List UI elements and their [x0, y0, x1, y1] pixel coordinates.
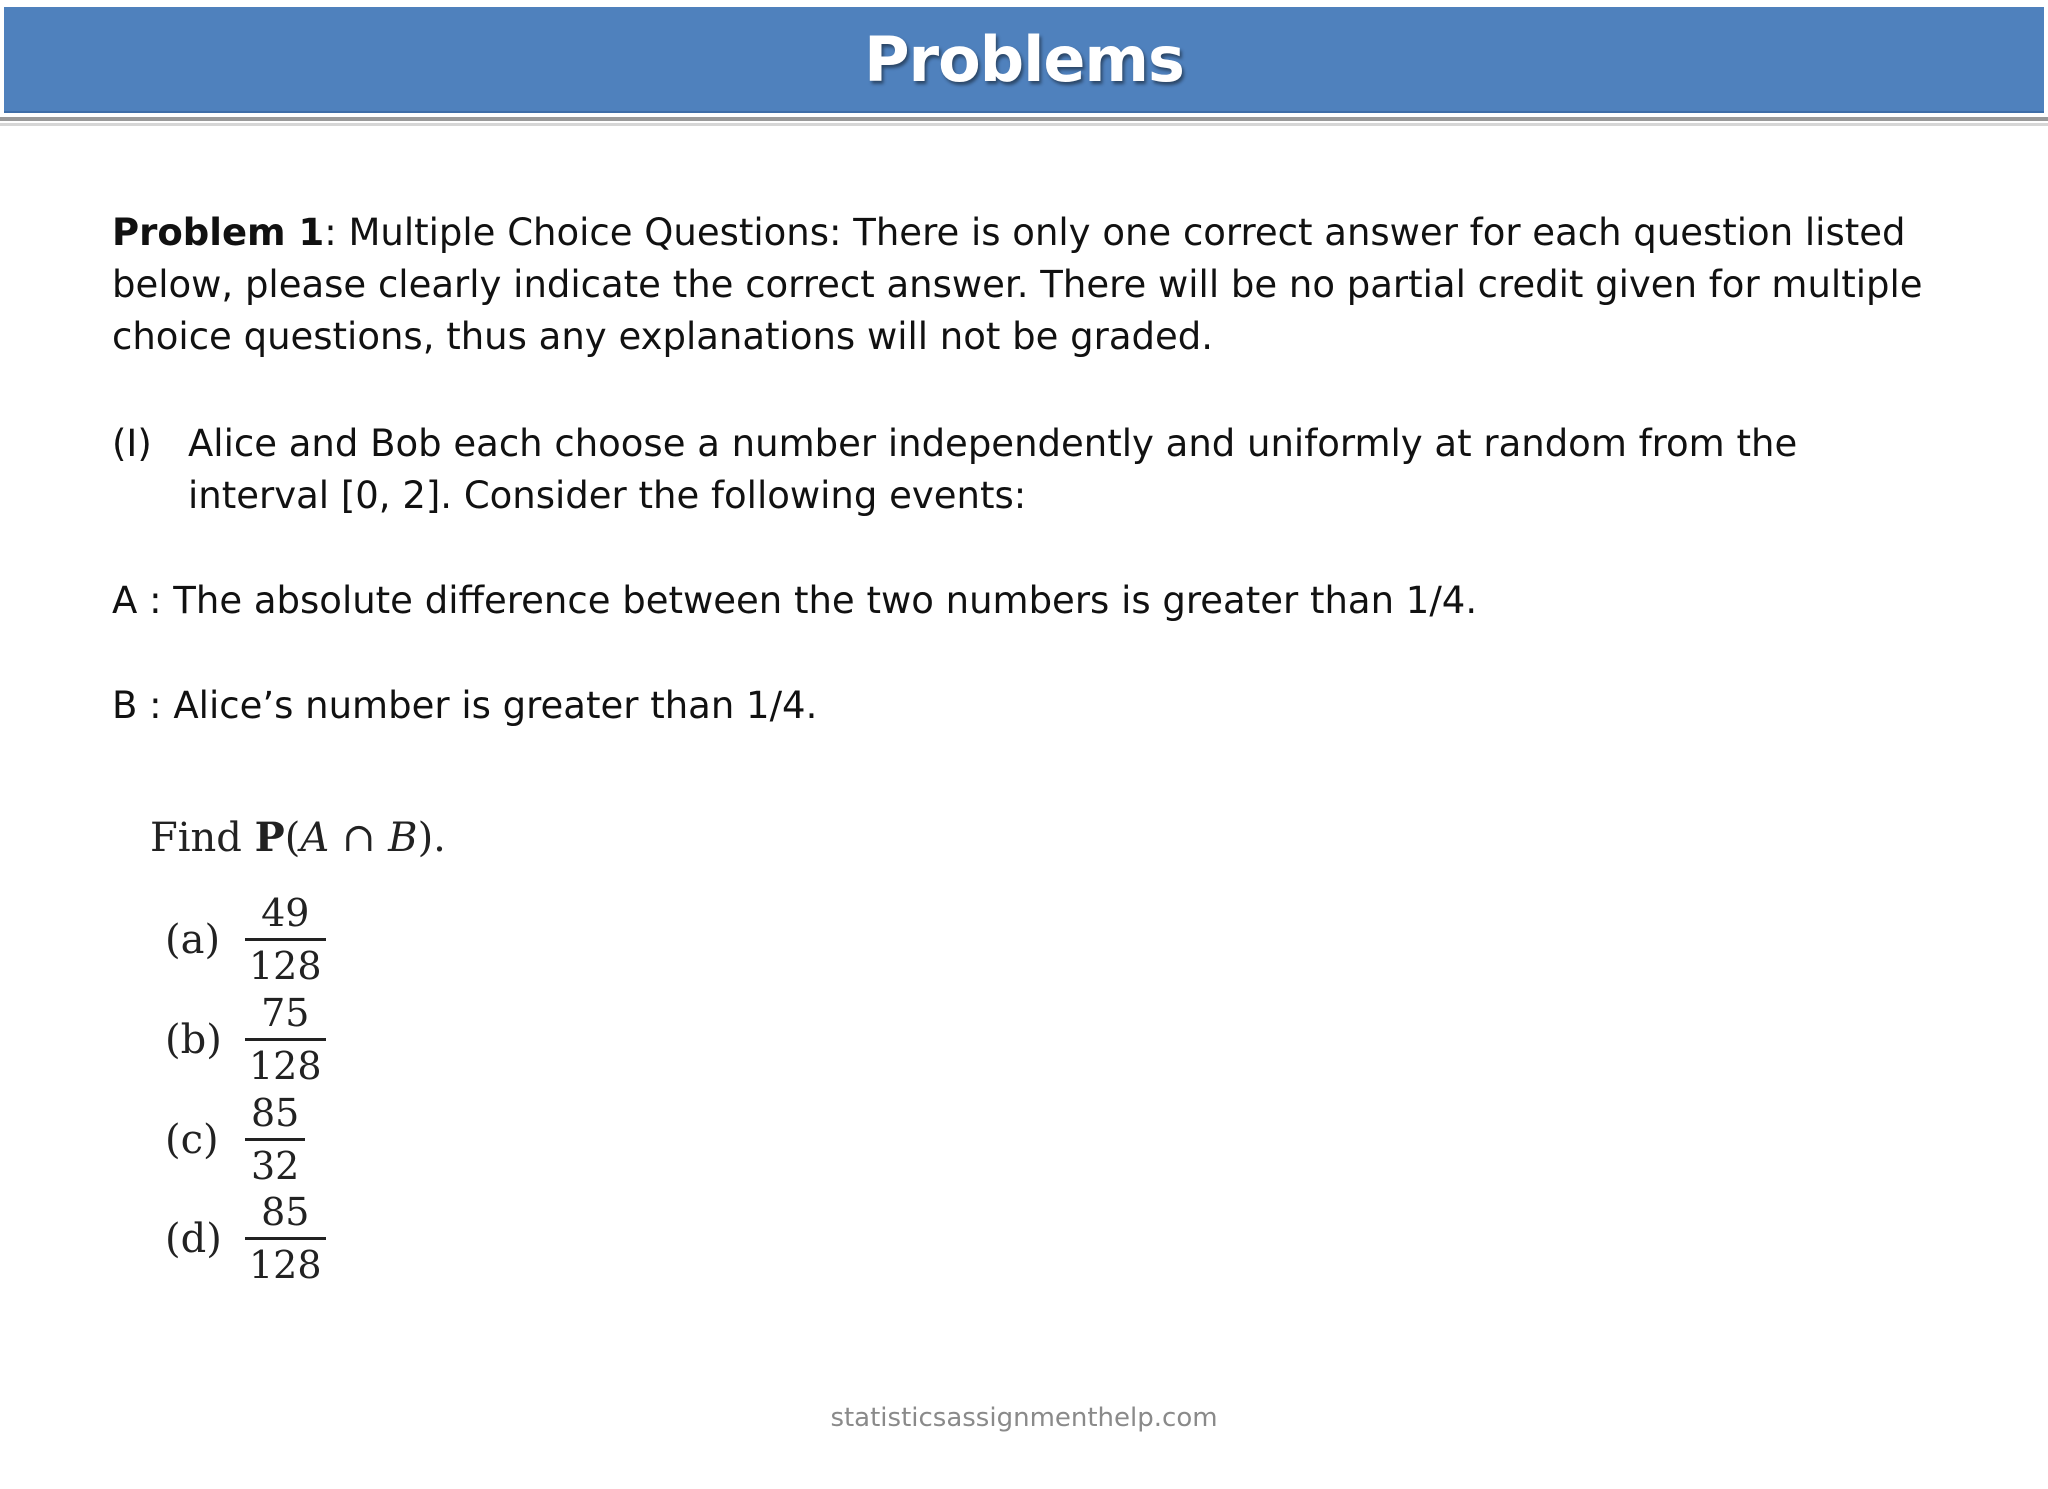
event-b-definition: B : Alice’s number is greater than 1/4. — [112, 684, 818, 727]
footer-site: statisticsassignmenthelp.com — [830, 1403, 1218, 1433]
fraction — [245, 1189, 326, 1288]
denominator: 128 — [249, 944, 322, 988]
option-a[interactable] — [165, 890, 465, 990]
intersection-symbol: ∩ — [329, 815, 389, 861]
fraction — [245, 990, 326, 1089]
set-b: B — [388, 815, 418, 861]
item-text: Alice and Bob each choose a number independently and uniformly at random from the interval [0, 2]. Consider the following events: — [188, 422, 1798, 517]
numerator: 85 — [261, 1190, 310, 1234]
fraction-bar — [245, 1038, 326, 1041]
slide-title: Problems — [864, 22, 1184, 96]
find-prefix: Find — [150, 815, 255, 861]
open-paren: ( — [284, 815, 301, 861]
option-label: (d) — [165, 1216, 222, 1262]
fraction-bar — [245, 938, 326, 941]
numerator: 75 — [261, 991, 310, 1035]
option-c[interactable] — [165, 1090, 465, 1190]
close-paren: ). — [417, 815, 446, 861]
event-a-definition: A : The absolute difference between the two numbers is greater than 1/4. — [112, 579, 1478, 622]
problem-instructions: : Multiple Choice Questions: There is only one correct answer for each question listed below, please clearly indicate the correct answer. There will be no partial credit given for multiple choice questions, thus any explanations will not be graded. — [112, 211, 1923, 358]
denominator: 32 — [251, 1144, 300, 1188]
title-divider-shadow — [0, 123, 2048, 126]
title-divider — [0, 117, 2048, 121]
option-b[interactable] — [165, 990, 465, 1090]
option-label: (b) — [165, 1017, 222, 1063]
question-item — [112, 418, 1942, 522]
option-d[interactable] — [165, 1189, 465, 1289]
fraction-bar — [245, 1138, 305, 1141]
option-label: (c) — [165, 1117, 219, 1163]
denominator: 128 — [249, 1243, 322, 1287]
denominator: 128 — [249, 1044, 322, 1088]
problem-label: Problem 1 — [112, 211, 325, 254]
fraction-bar — [245, 1237, 326, 1240]
numerator: 85 — [251, 1091, 300, 1135]
set-a: A — [300, 815, 330, 861]
probability-symbol: P — [254, 814, 285, 861]
option-label: (a) — [165, 917, 221, 963]
problem-intro — [112, 207, 1952, 363]
title-bar — [4, 7, 2044, 113]
numerator: 49 — [261, 891, 310, 935]
answer-choices-block — [150, 810, 570, 1300]
item-marker: (I) — [112, 422, 152, 465]
fraction — [245, 1090, 305, 1189]
fraction — [245, 890, 326, 989]
find-prompt — [150, 810, 446, 866]
